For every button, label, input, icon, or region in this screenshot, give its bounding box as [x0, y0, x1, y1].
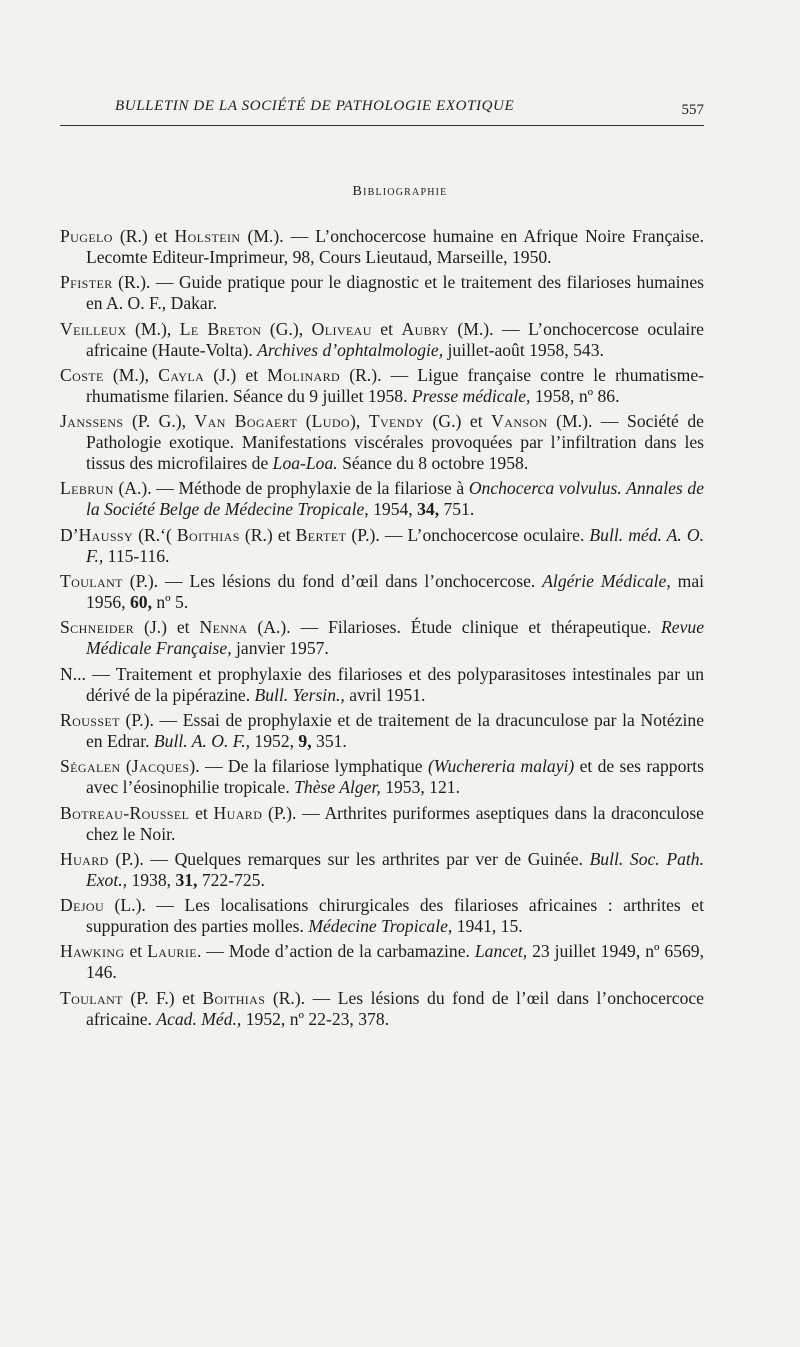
author-name: Boithias: [202, 987, 266, 1008]
entry-text: 1941, 15.: [452, 916, 523, 937]
entry-text: (R.‘(: [133, 524, 177, 545]
author-name: Le Breton: [179, 318, 262, 339]
bibliography-entry: [60, 756, 704, 798]
publication-title: Revue Médicale Française,: [86, 617, 705, 659]
entry-text: (M.). — Société de Pathologie exotique. Manifestations viscérales provoquées par l’infiltration dans les tissus des microfilaires de: [86, 411, 704, 474]
publication-title: Presse médicale,: [411, 385, 531, 406]
entry-text: (P.). — L’onchocercose oculaire.: [346, 524, 590, 545]
entry-text: (: [297, 411, 312, 432]
entry-text: 1958, nº 86.: [530, 385, 620, 406]
publication-title: Bull. Soc. Path. Exot.,: [86, 848, 704, 890]
author-name: Oliveau: [311, 318, 372, 339]
author-name: Tvendy: [368, 411, 424, 432]
bibliography-entry: [60, 988, 704, 1030]
bibliography-entry: [60, 319, 704, 361]
publication-title: Bull. A. O. F.,: [153, 730, 251, 751]
publication-title: Médecine Tropicale,: [308, 916, 453, 937]
author-name: Molinard: [267, 364, 341, 385]
publication-title: Onchocerca volvulus. Annales de la Société Belge de Médecine Tropicale,: [86, 478, 705, 520]
author-name: Huard: [60, 848, 109, 869]
entry-text: juillet-août 1958, 543.: [443, 339, 604, 360]
bibliography-entry: [60, 365, 704, 407]
author-name: Rousset: [60, 709, 120, 730]
entry-text: et de ses rapports avec l’éosinophilie tropicale.: [86, 756, 704, 798]
bibliography-entry: [60, 617, 704, 659]
bibliography-entry: [60, 525, 704, 567]
entry-text: et: [189, 802, 214, 823]
author-name: Jacques: [131, 756, 190, 777]
publication-title: (Wuchereria malayi): [427, 756, 575, 777]
author-name: Toulant: [60, 571, 123, 592]
entry-text: (R.). — Les lésions du fond de l’œil dans l’onchocercoce africaine.: [86, 987, 704, 1029]
author-name: Haussy: [78, 524, 134, 545]
volume-number: 31,: [175, 869, 198, 890]
entry-text: (P.). — Les lésions du fond d’œil dans l’onchocercose.: [122, 571, 543, 592]
entry-text: nº 5.: [151, 592, 189, 613]
author-name: Van Bogaert: [194, 411, 298, 432]
author-name: Boithias: [176, 524, 240, 545]
entry-text: 1952, nº 22-23, 378.: [241, 1008, 390, 1029]
author-name: Schneider: [60, 617, 135, 638]
author-name: Dejou: [60, 895, 105, 916]
bibliography-entry: [60, 272, 704, 314]
bibliography-entry: [60, 664, 704, 706]
publication-title: Algérie Médicale,: [542, 571, 671, 592]
entry-text: et: [124, 941, 148, 962]
entry-text: 23 juillet 1949, nº 6569, 146.: [86, 941, 704, 983]
entry-text: janvier 1957.: [231, 638, 329, 659]
publication-title: Bull. méd. A. O. F.,: [86, 524, 704, 566]
entry-text: (R.). — Ligue française contre le rhumatisme-rhumatisme filarien. Séance du 9 juillet 1958.: [86, 364, 704, 406]
entry-text: 1938,: [127, 869, 176, 890]
publication-title: Archives d’ophtalmologie,: [257, 339, 444, 360]
entry-text: (P. F.) et: [122, 987, 203, 1008]
entry-text: (P.). — Arthrites puriformes aseptiques dans la draconculose chez le Noir.: [86, 802, 704, 844]
entry-text: avril 1951.: [344, 684, 426, 705]
entry-text: (J.) et: [204, 364, 268, 385]
publication-title: Lancet,: [474, 941, 528, 962]
entry-text: (M.),: [103, 364, 159, 385]
publication-title: Thèse Alger,: [294, 777, 381, 798]
volume-number: 34,: [417, 499, 440, 520]
entry-text: (: [120, 756, 132, 777]
entry-text: et: [371, 318, 402, 339]
bibliography-entry: [60, 941, 704, 983]
author-name: Pugelo: [60, 226, 113, 246]
bibliography-list: [60, 226, 704, 1034]
author-name: Cayla: [158, 364, 205, 385]
author-name: Janssens: [60, 411, 124, 432]
entry-text: (P.). — Quelques remarques sur les arthrites par ver de Guinée.: [108, 848, 590, 869]
bibliography-entry: [60, 226, 704, 268]
entry-text: Séance du 8 octobre 1958.: [337, 453, 529, 474]
entry-text: (R.) et: [239, 524, 296, 545]
entry-text: (P. G.),: [123, 411, 195, 432]
entry-text: N... — Traitement et prophylaxie des filarioses et des polyparasitoses intestinales par un dérivé de la pipérazine.: [60, 663, 704, 705]
section-title: Bibliographie: [352, 184, 448, 199]
entry-text: ),: [349, 411, 369, 432]
publication-title: Acad. Méd.,: [156, 1008, 242, 1029]
author-name: Ségalen: [60, 756, 121, 777]
entry-text: 751.: [439, 499, 475, 520]
entry-text: (P.). — Essai de prophylaxie et de traitement de la dracunculose par la Notézine en Edrar.: [86, 709, 704, 751]
entry-text: (M.),: [126, 318, 180, 339]
entry-text: (R.). — Guide pratique pour le diagnostic et le traitement des filarioses humaines en A. O. F., Dakar.: [86, 272, 704, 314]
entry-text: (M.). — L’onchocercose oculaire africaine (Haute-Volta).: [86, 318, 704, 360]
entry-text: ). — De la filariose lymphatique: [189, 756, 428, 777]
entry-text: 1952,: [250, 730, 299, 751]
entry-text: (A.). — Filarioses. Étude clinique et thérapeutique.: [247, 617, 662, 638]
entry-text: mai 1956,: [86, 571, 705, 613]
author-name: Botreau-Roussel: [60, 802, 190, 823]
author-name: Coste: [60, 364, 104, 385]
bibliography-entry: [60, 710, 704, 752]
entry-text: 722-725.: [197, 869, 265, 890]
author-name: Bertet: [295, 524, 347, 545]
entry-text: 1953, 121.: [380, 777, 460, 798]
running-title: BULLETIN DE LA SOCIÉTÉ DE PATHOLOGIE EXOTIQUE: [115, 98, 515, 114]
author-name: Ludo: [311, 411, 350, 432]
publication-title: Bull. Yersin.,: [254, 684, 345, 705]
entry-text: 1954,: [368, 499, 418, 520]
author-name: Hawking: [60, 941, 125, 962]
author-name: Veilleux: [60, 318, 127, 339]
entry-text: D’: [60, 524, 79, 545]
author-name: Aubry: [401, 318, 449, 339]
header-rule: [60, 125, 704, 126]
running-header: [60, 98, 704, 122]
author-name: Nenna: [199, 617, 248, 638]
entry-text: (A.). — Méthode de prophylaxie de la filariose à: [113, 478, 469, 499]
author-name: Lebrun: [60, 478, 114, 499]
bibliography-entry: [60, 895, 704, 937]
entry-text: (J.) et: [134, 617, 200, 638]
entry-text: (G.) et: [423, 411, 492, 432]
author-name: Pfister: [60, 272, 113, 293]
bibliography-entry: [60, 411, 704, 474]
author-name: Toulant: [60, 987, 123, 1008]
page-number: 557: [681, 102, 704, 118]
entry-text: 115-116.: [103, 545, 170, 566]
bibliography-entry: [60, 849, 704, 891]
author-name: Holstein: [174, 226, 241, 246]
entry-text: 351.: [311, 730, 347, 751]
author-name: Vanson: [491, 411, 548, 432]
entry-text: (L.). — Les localisations chirurgicales des filarioses africaines : arthrites et suppuration des parties molles.: [86, 895, 704, 937]
author-name: Huard: [213, 802, 263, 823]
bibliography-entry: [60, 478, 704, 520]
entry-text: (M.). — L’onchocercose humaine en Afrique Noire Française. Lecomte Editeur-Imprimeur, 98, Cours Lieutaud, Marseille, 1950.: [86, 226, 704, 267]
entry-text: . — Mode d’action de la carbamazine.: [196, 941, 475, 962]
volume-number: 9,: [298, 730, 312, 751]
publication-title: Loa-Loa.: [272, 453, 338, 474]
entry-text: (G.),: [261, 318, 312, 339]
bibliography-entry: [60, 571, 704, 613]
entry-text: (R.) et: [112, 226, 175, 246]
author-name: Laurie: [147, 941, 197, 962]
bibliography-entry: [60, 803, 704, 845]
volume-number: 60,: [129, 592, 152, 613]
